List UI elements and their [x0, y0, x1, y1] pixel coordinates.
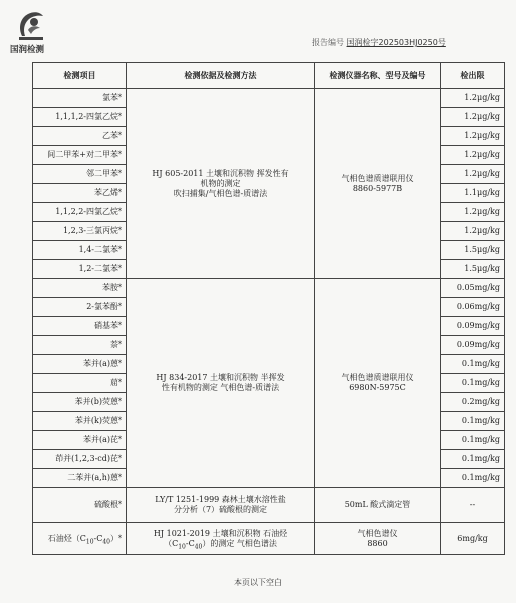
item-cell: 1,1,2,2-四氯乙烷* — [33, 203, 127, 222]
instrument-line: 8860 — [367, 538, 388, 548]
report-number-label: 报告编号 — [312, 38, 344, 47]
limit-cell: 0.09mg/kg — [441, 317, 505, 336]
instrument-cell-sulfate: 50mL 酸式滴定管 — [315, 488, 441, 523]
petroleum-item-sub: 10 — [85, 538, 94, 546]
method-cell-sulfate — [127, 488, 315, 523]
method-line: 性有机物的测定 气相色谱-质谱法 — [161, 383, 280, 392]
method-text: （C — [164, 538, 179, 548]
limit-cell: 1.2μg/kg — [441, 222, 505, 241]
limit-cell: 0.09mg/kg — [441, 336, 505, 355]
petroleum-item-text: ）* — [110, 533, 122, 543]
limit-cell: 1.1μg/kg — [441, 184, 505, 203]
item-cell: 氯苯* — [33, 89, 127, 108]
item-cell: 1,2,3-三氯丙烷* — [33, 222, 127, 241]
method-text: -C — [185, 538, 195, 548]
item-cell: 苯并(b)荧蒽* — [33, 393, 127, 412]
limit-cell: 0.1mg/kg — [441, 374, 505, 393]
item-cell: 苯并(a)蒽* — [33, 355, 127, 374]
item-cell: 2-氯苯酚* — [33, 298, 127, 317]
col-header-method: 检测依据及检测方法 — [127, 63, 315, 89]
company-logo — [10, 6, 54, 54]
limit-cell: 0.1mg/kg — [441, 412, 505, 431]
col-header-item: 检测项目 — [33, 63, 127, 89]
limit-cell: 0.06mg/kg — [441, 298, 505, 317]
logo-emblem-icon — [16, 6, 46, 42]
petroleum-item-text: -C — [93, 533, 103, 543]
item-cell: 1,4-二氯苯* — [33, 241, 127, 260]
petroleum-item-text: 石油烃（C — [47, 533, 86, 543]
item-cell: 茚并(1,2,3-cd)芘* — [33, 450, 127, 469]
item-cell-sulfate: 硫酸根* — [33, 488, 127, 523]
limit-cell-petroleum: 6mg/kg — [441, 523, 505, 555]
item-cell: 苯并(a)芘* — [33, 431, 127, 450]
item-cell: 苯乙烯* — [33, 184, 127, 203]
page-footer-note: 本页以下空白 — [234, 578, 282, 587]
item-cell: 1,2-二氯苯* — [33, 260, 127, 279]
instrument-cell-svoc — [315, 279, 441, 488]
limit-cell: 1.5μg/kg — [441, 260, 505, 279]
item-cell: 1,1,1,2-四氯乙烷* — [33, 108, 127, 127]
item-cell: 苯胺* — [33, 279, 127, 298]
method-line: 分分析（7）硫酸根的测定 — [173, 505, 268, 514]
col-header-instrument: 检测仪器名称、型号及编号 — [315, 63, 441, 89]
instrument-line: 气相色谱仪 — [357, 528, 398, 538]
method-line: 吹扫捕集/气相色谱-质谱法 — [173, 188, 268, 198]
logo-text: 国润检测 — [10, 45, 45, 55]
petroleum-item-sub: 40 — [102, 538, 110, 546]
method-cell-svoc — [127, 279, 315, 488]
limit-cell: 0.1mg/kg — [441, 431, 505, 450]
method-cell-voc — [127, 89, 315, 279]
item-cell: 间二甲苯+对二甲苯* — [33, 146, 127, 165]
limit-cell: 0.05mg/kg — [441, 279, 505, 298]
limit-cell: 1.2μg/kg — [441, 165, 505, 184]
limit-cell: 0.1mg/kg — [441, 450, 505, 469]
method-text: ）的测定 气相色谱法 — [202, 538, 277, 548]
limit-cell: 1.2μg/kg — [441, 146, 505, 165]
method-line: HJ 1021-2019 土壤和沉积物 石油烃 — [153, 528, 288, 538]
item-cell: 萘* — [33, 336, 127, 355]
limit-cell: 1.2μg/kg — [441, 89, 505, 108]
item-cell: 硝基苯* — [33, 317, 127, 336]
limit-cell: 0.1mg/kg — [441, 355, 505, 374]
item-cell: 二苯并(a,h)蒽* — [33, 469, 127, 488]
method-sub: 10 — [178, 543, 186, 551]
method-line: 机物的测定 — [200, 178, 241, 188]
limit-cell: 1.5μg/kg — [441, 241, 505, 260]
method-line — [129, 539, 312, 549]
limit-cell: 0.1mg/kg — [441, 469, 505, 488]
limit-cell: 1.2μg/kg — [441, 127, 505, 146]
method-line: LY/T 1251-1999 森林土壤水溶性盐 — [155, 495, 286, 504]
item-cell: 乙苯* — [33, 127, 127, 146]
item-cell: 邻二甲苯* — [33, 165, 127, 184]
instrument-cell-voc — [315, 89, 441, 279]
instrument-line: 6980N-5975C — [349, 383, 406, 392]
detection-table — [32, 62, 505, 555]
limit-cell: 1.2μg/kg — [441, 203, 505, 222]
instrument-cell-petroleum — [315, 523, 441, 555]
item-cell: 苯并(k)荧蒽* — [33, 412, 127, 431]
item-cell-petroleum — [33, 523, 127, 555]
method-sub: 40 — [194, 543, 203, 551]
method-cell-petroleum — [127, 523, 315, 555]
method-line: HJ 834-2017 土壤和沉积物 半挥发 — [156, 373, 285, 382]
method-line: HJ 605-2011 土壤和沉积物 挥发性有 — [152, 168, 289, 178]
instrument-line: 气相色谱质谱联用仪 — [341, 373, 414, 382]
instrument-line: 8860-5977B — [352, 183, 403, 193]
limit-cell-sulfate: -- — [441, 488, 505, 523]
limit-cell: 0.2mg/kg — [441, 393, 505, 412]
item-cell: 䓛* — [33, 374, 127, 393]
report-number — [312, 37, 446, 48]
col-header-limit: 检出限 — [441, 63, 505, 89]
limit-cell: 1.2μg/kg — [441, 108, 505, 127]
report-number-value: 国润检字202503HJ0250号 — [346, 38, 446, 47]
instrument-line: 气相色谱质谱联用仪 — [341, 173, 414, 183]
